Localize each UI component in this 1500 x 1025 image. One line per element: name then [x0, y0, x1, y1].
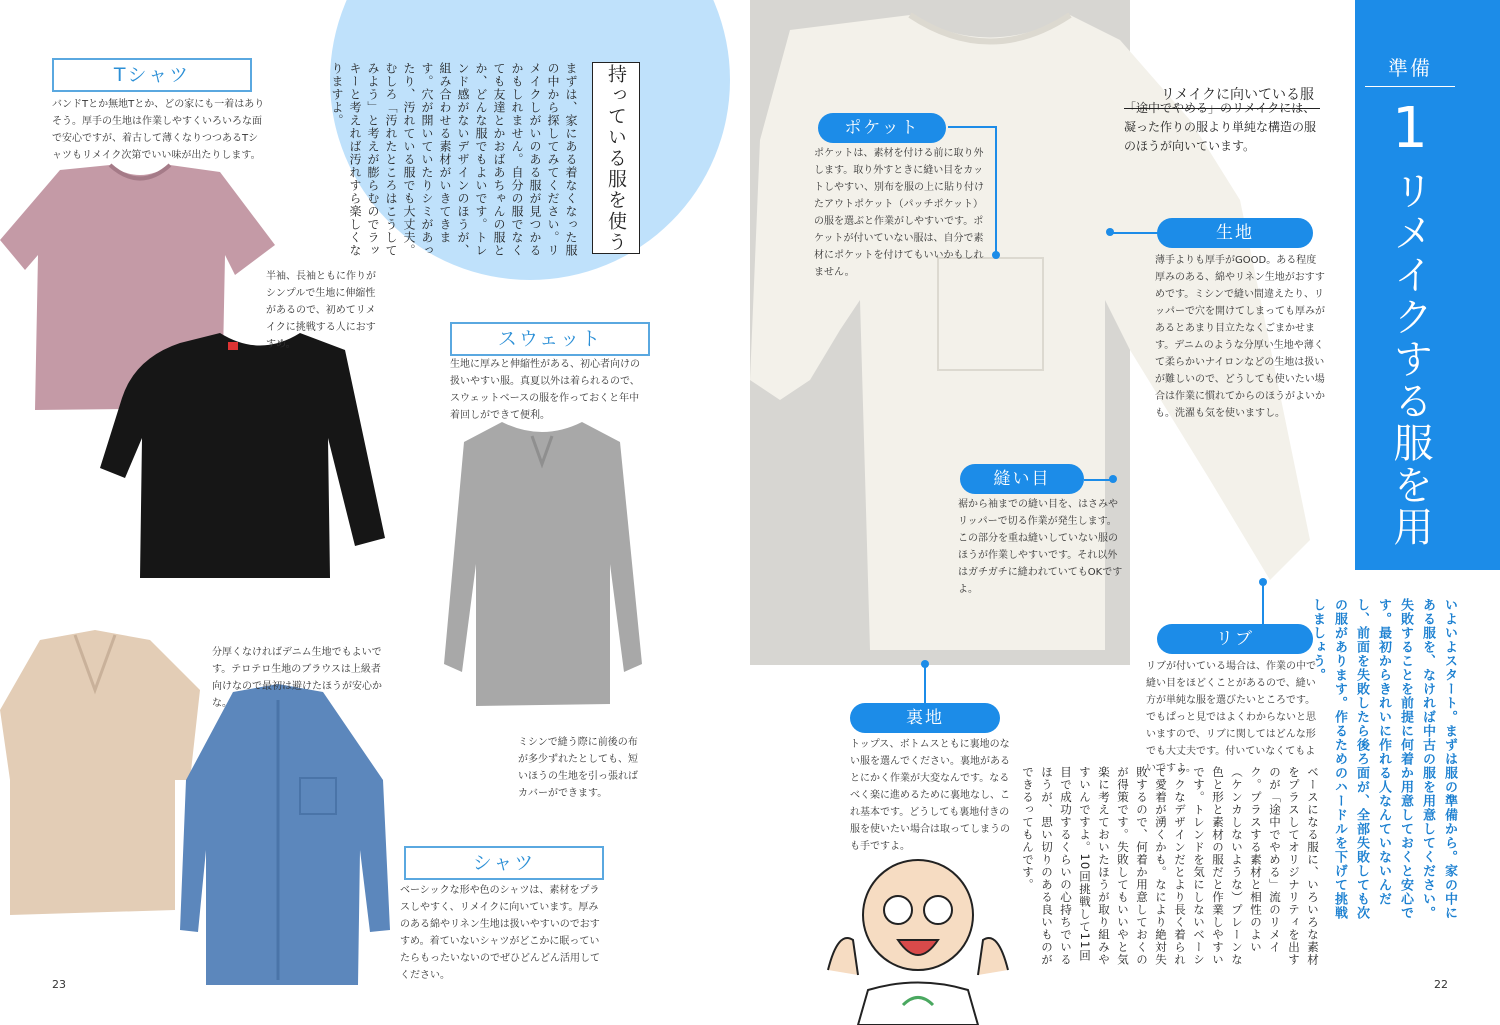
pocket-leader	[948, 126, 996, 128]
diagram-title: リメイクに向いている服	[1160, 87, 1314, 103]
callout-lining-label: 裏地	[850, 703, 1000, 733]
callout-fabric-label: 生地	[1157, 218, 1313, 248]
page-number-right: 22	[1434, 978, 1448, 991]
pocket-leader-v	[995, 126, 997, 254]
chapter-number: 1	[1392, 96, 1428, 161]
callout-pocket-text: ポケットは、素材を付ける前に取り外します。取り外すときに縫い目をカットしやすい、別布を服の上に貼り付けたアウトポケット（パッチポケット）の服を選ぶと作業がしやすいです。ポケットが付いていない服は、自分で素材にポケットを付けてもいいかもしれません。	[814, 148, 984, 278]
tshirt-note: 半袖、長袖ともに作りがシンプルで生地に伸縮性があるので、初めてリメイクに挑戦する人におすすめ。	[266, 271, 376, 350]
fabric-leader	[1112, 232, 1158, 234]
callout-lining-text: トップス、ボトムスともに裏地のない服を選んでください。裏地があるとにかく作業が大変なんです。なるべく楽に進めるために裏地なし、これ基本です。どうしても裏地付きの服を使いたい場合は取ってしまうのも手ですよ。	[850, 739, 1010, 852]
advice-text: ベースになる服に、いろいろな素材をプラスしてオリジナリティを出すのが「途中でやめる」流のリメイク。プラスする素材と相性のよい（ケンカしないような）プレーンな色と形と素材の服だと作業しやすいです。トレンドを気にしないベーシックなデザインだとより長く着られて愛着が湧くかも。なにより絶対失敗するので、何着か用意しておくのが得策です。失敗してもいいやと気楽に考えておいたほうが取り組みやすいんですよ。10回挑戦して11回目で成功するくらいの心持ちでいるほうが、思い切りのある良いものができるってもんです。	[1021, 766, 1320, 966]
lining-leader-v	[924, 664, 926, 704]
denim-shirt-image	[178, 680, 393, 995]
page-number-left: 23	[52, 978, 66, 991]
chapter-label: 準備	[1388, 56, 1432, 80]
lining-marker	[921, 660, 929, 668]
chapter-label-rule	[1365, 86, 1455, 87]
diagram-intro: 「途中でやめる」のリメイクには、凝った作りの服より単純な構造の服のほうが向いています。	[1124, 101, 1317, 153]
chapter-title: リメイクする服を用意する	[1307, 170, 1433, 548]
rib-leader-v	[1262, 582, 1264, 624]
lead-text: いよいよスタート。まずは服の準備から。家の中にある服を、なければ中古の服を用意してください。失敗することを前提に何着か用意しておくと安心です。最初からきれいに作れる人なんていないんだし、前面を失敗したら後ろ面が、全部失敗しても次の服があります。作るためのハードルを下げて挑戦しましょう。	[1310, 598, 1457, 920]
callout-seam-label: 縫い目	[960, 464, 1084, 494]
sweat-heading: スウェット	[450, 322, 650, 356]
rib-marker	[1259, 578, 1267, 586]
intro-text: まずは、家にある着なくなった服の中から探してみてください。リメイクしがいのある服が見つかるかもしれません。自分の服でなくても友達とかおばあちゃんの服とか、どんな服でもよいです。トレンド感がないデザインのほうが、組み合わせる素材がいきてきます。穴が開いていたりシミがあったり、汚れている服でも大丈夫。むしろ「汚れたところはこうしてみよう」と考えが膨らむのでラッキーと考えれば汚れすら楽しくなりますよ。	[330, 62, 578, 257]
sweat-text: 生地に厚みと伸縮性がある、初心者向けの扱いやすい服。真夏以外は着られるので、スウェットベースの服を作っておくと年中着回しができて便利。	[450, 359, 640, 421]
blouse-note: 分厚くなければデニム生地でもよいです。テロテロ生地のブラウスは上級者向けなので最初は避けたほうが安心かな。	[212, 647, 382, 709]
tshirt-text: バンドTとか無地Tとか、どの家にも一着はありそう。厚手の生地は作業しやすくいろいろな面で安心ですが、着古して薄くなりつつあるTシャツもリメイク次第でいい味が出たりします。	[52, 99, 265, 161]
callout-rib-text: リブが付いている場合は、作業の中で縫い目をほどくことがあるので、縫い方が単純な服を選びたいところです。でもぱっと見ではよくわからないと思いますので、リブに関してはどんな形でも大丈夫です。付いていなくてもよいですよ。	[1146, 661, 1316, 774]
fabric-marker	[1106, 228, 1114, 236]
callout-seam-text: 裾から袖までの縫い目を、はさみやリッパーで切る作業が発生します。この部分を重ね縫いしていない服のほうが作業しやすいです。それ以外はガチガチに縫われていてもOKですよ。	[958, 499, 1123, 595]
callout-rib-label: リブ	[1157, 624, 1313, 654]
author-cartoon-image	[818, 800, 1018, 1025]
sweat-note: ミシンで縫う際に前後の布が多少ずれたとしても、短いほうの生地を引っ張ればカバーができます。	[518, 737, 638, 799]
seam-marker	[1109, 475, 1117, 483]
callout-fabric-text: 薄手よりも厚手がGOOD。ある程度厚みのある、綿やリネン生地がおすすめです。ミシンで縫い間違えたり、リッパーで穴を開けてしまっても厚みがあるとあまり目立たなくごまかせます。デニムのような分厚い生地や薄くて柔らかいナイロンなどの生地は扱いが難しいので、どうしても使いたい場合は作業に慣れてからのほうがよいかも。洗濯も気を使いますし。	[1155, 255, 1325, 419]
black-longsleeve-image	[100, 328, 390, 583]
tshirt-heading: Tシャツ	[52, 58, 252, 92]
callout-pocket-label: ポケット	[818, 113, 946, 143]
shirt-heading: シャツ	[404, 846, 604, 880]
pocket-marker	[992, 251, 1000, 259]
intro-title: 持っている服を使う	[592, 62, 640, 254]
shirt-text: ベーシックな形や色のシャツは、素材をプラスしやすく、リメイクに向いています。厚みのある綿やリネン生地は扱いやすいのでおすすめ。着ていないシャツがどこかに眠っていたらもったいないのでぜひどんどん活用してください。	[400, 885, 600, 981]
sweatshirt-image	[432, 414, 654, 724]
